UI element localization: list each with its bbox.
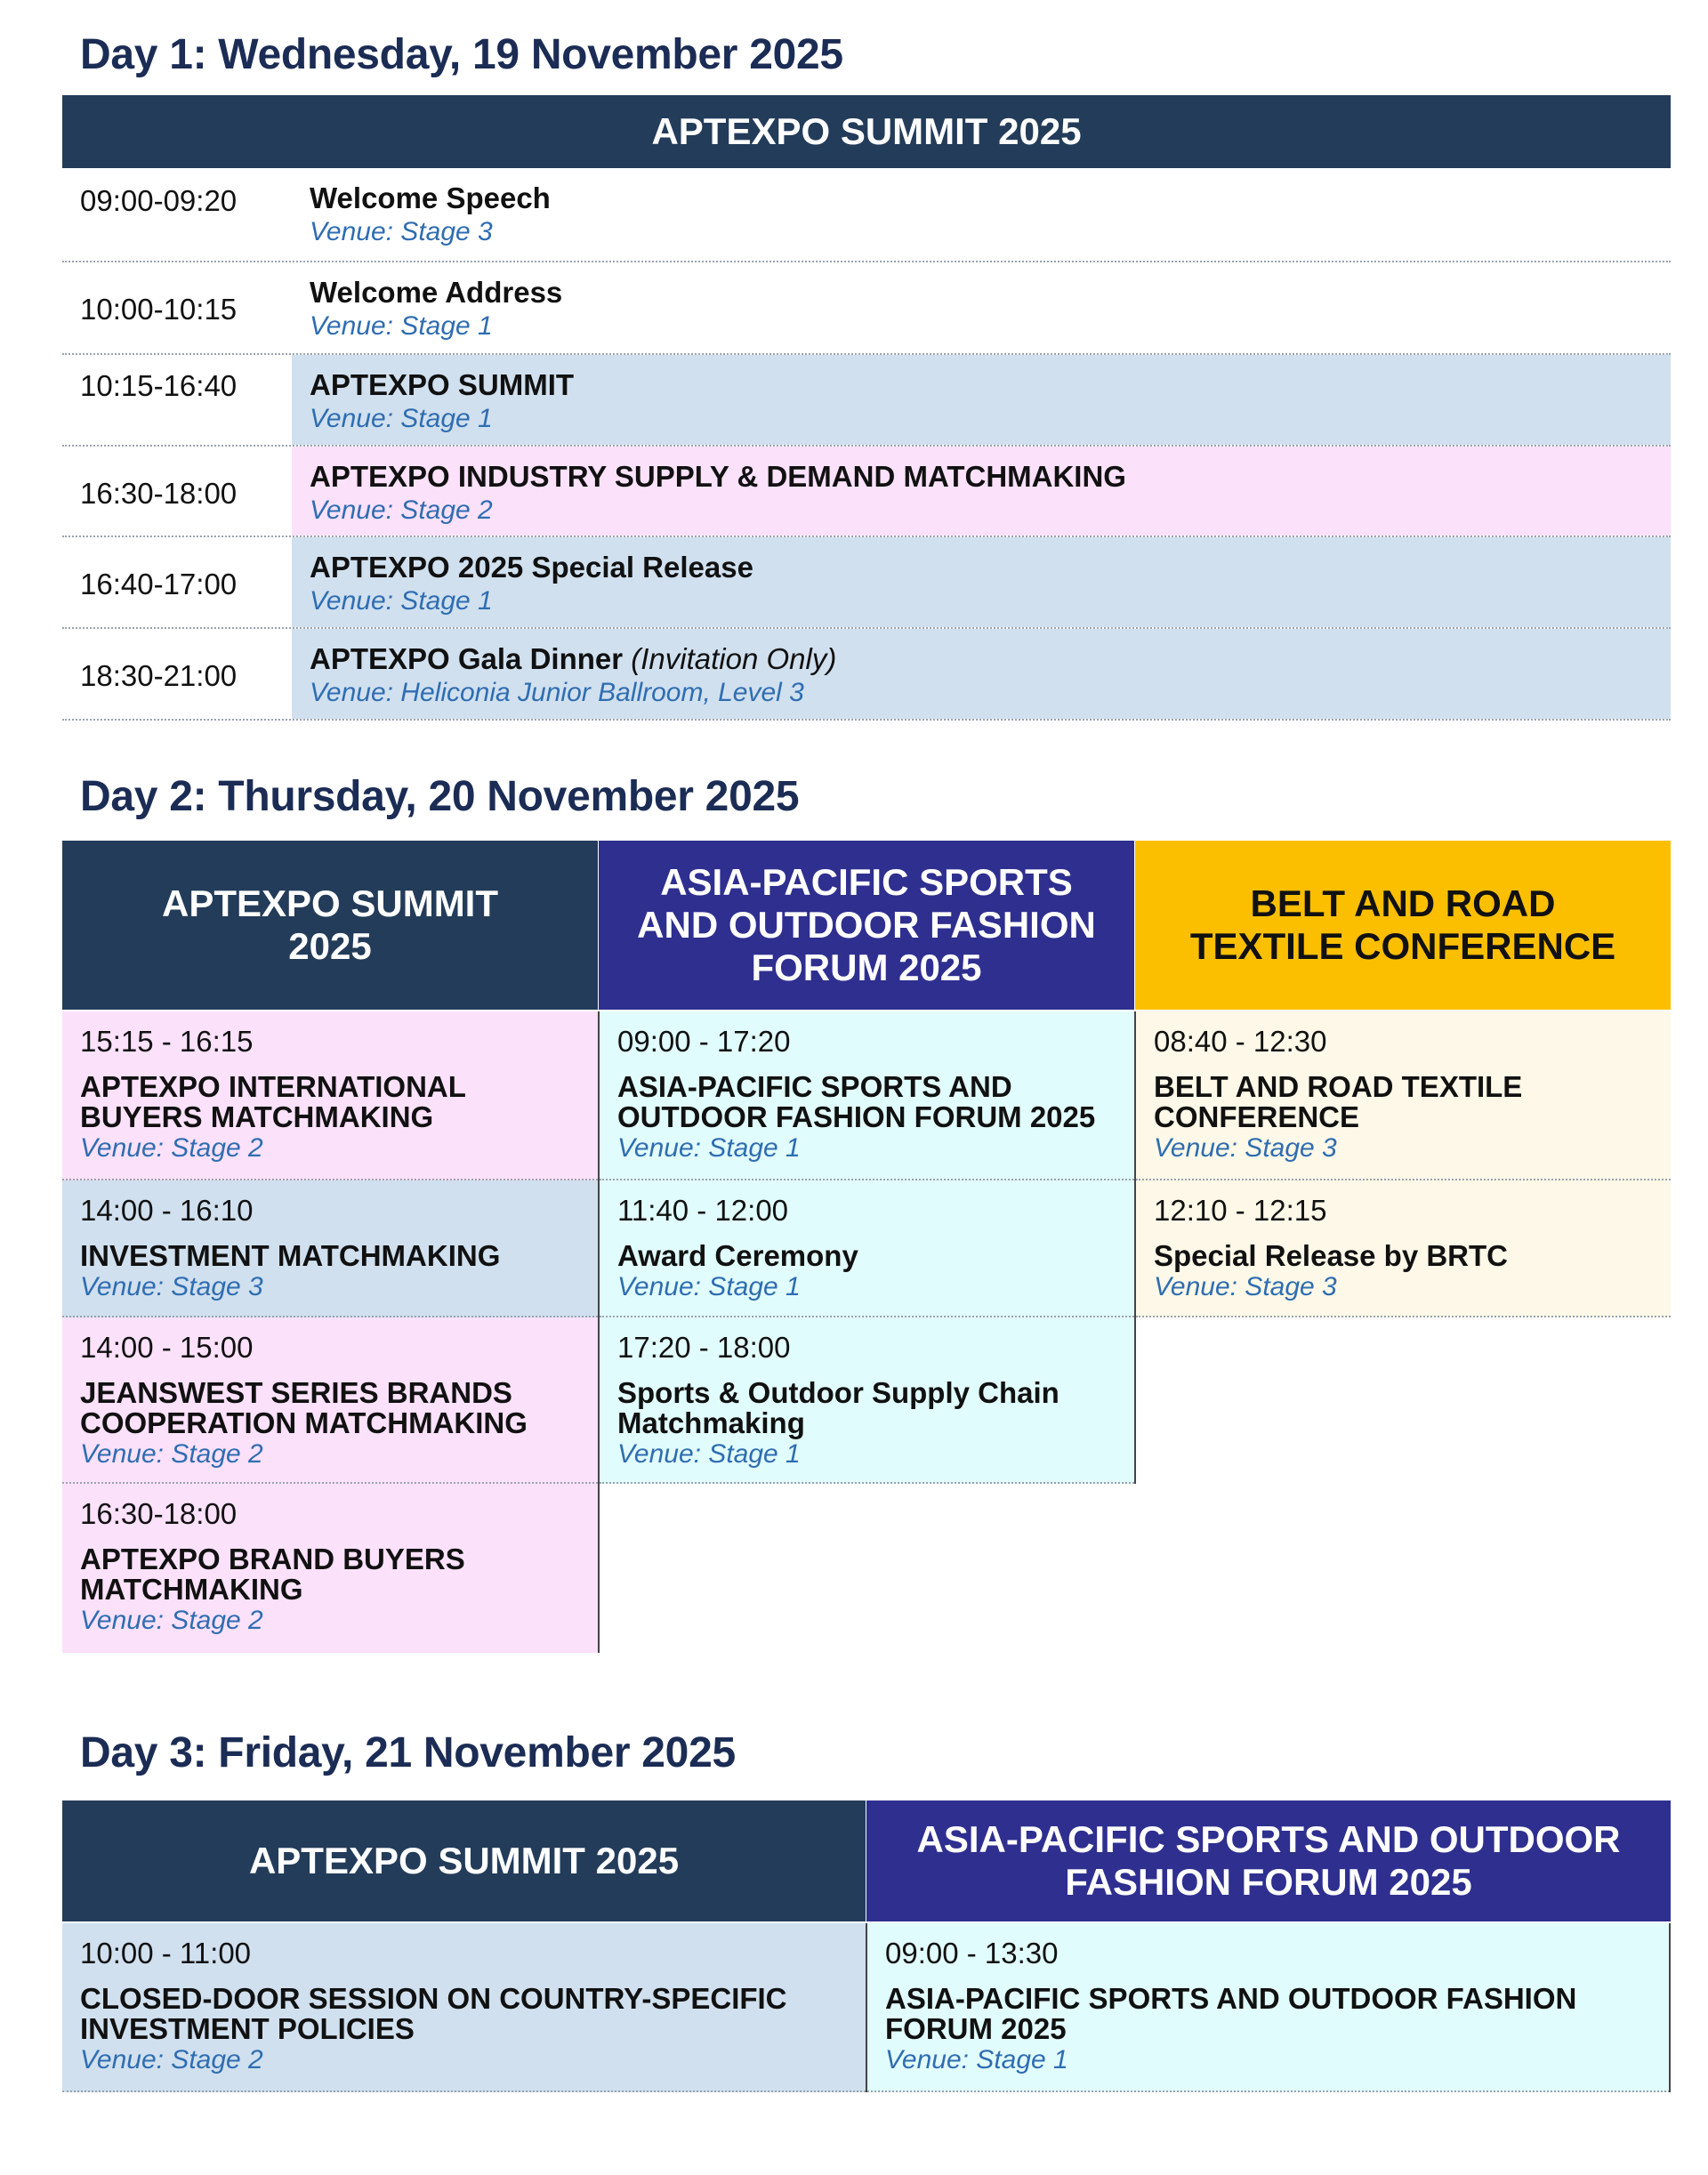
- session-venue: Venue: Stage 2: [80, 1606, 263, 1635]
- session-venue: Venue: Heliconia Junior Ballroom, Level 3: [310, 678, 804, 707]
- session-title-text: APTEXPO Gala Dinner: [310, 642, 624, 675]
- day1-band-header: APTEXPO SUMMIT 2025: [62, 95, 1671, 168]
- session-cell: [292, 629, 1671, 719]
- session-time: 09:00 - 17:20: [617, 1025, 791, 1058]
- session-title: BELT AND ROAD TEXTILE CONFERENCE: [1154, 1070, 1523, 1133]
- session-cell: [292, 262, 1671, 353]
- session-cell: [62, 1317, 598, 1484]
- column-divider: [598, 1011, 600, 1653]
- session-note: (Invitation Only): [631, 642, 837, 675]
- session-venue: Venue: Stage 3: [310, 217, 493, 246]
- session-time: 16:40-17:00: [80, 568, 238, 600]
- column-divider: [866, 1923, 867, 2092]
- session-cell: [292, 447, 1671, 536]
- session-title: Sports & Outdoor Supply Chain Matchmaking: [617, 1376, 1059, 1439]
- session-cell: [62, 1011, 598, 1180]
- session-title: JEANSWEST SERIES BRANDS COOPERATION MATCHMAKING: [80, 1376, 528, 1439]
- session-cell: [292, 168, 1671, 261]
- session-time: 10:00-10:15: [80, 293, 238, 326]
- day1-row: [62, 629, 1671, 721]
- session-time: 15:15 - 16:15: [80, 1025, 254, 1058]
- column-divider: [1669, 1923, 1671, 2092]
- session-cell: [62, 1484, 598, 1653]
- session-venue: Venue: Stage 2: [80, 2045, 263, 2074]
- day2-title: Day 2: Thursday, 20 November 2025: [80, 773, 800, 820]
- session-cell: [867, 1923, 1670, 2092]
- session-cell: [292, 537, 1671, 627]
- session-title: APTEXPO INDUSTRY SUPPLY & DEMAND MATCHMAKING: [310, 460, 1126, 493]
- session-title: Special Release by BRTC: [1154, 1239, 1508, 1272]
- session-title: APTEXPO BRAND BUYERS MATCHMAKING: [80, 1543, 465, 1606]
- column-divider: [1134, 1011, 1136, 1484]
- session-venue: Venue: Stage 1: [617, 1439, 801, 1469]
- session-title: Award Ceremony: [617, 1239, 858, 1272]
- session-venue: Venue: Stage 3: [1154, 1133, 1337, 1163]
- day2-column-header: ASIA-PACIFIC SPORTS AND OUTDOOR FASHION FORUM 2025: [599, 841, 1134, 1010]
- session-title: APTEXPO SUMMIT: [310, 368, 575, 401]
- day3-title: Day 3: Friday, 21 November 2025: [80, 1729, 736, 1776]
- session-cell: [292, 355, 1671, 445]
- session-venue: Venue: Stage 1: [310, 404, 493, 433]
- day2-column-header: BELT AND ROAD TEXTILE CONFERENCE: [1135, 841, 1671, 1010]
- session-time: 08:40 - 12:30: [1154, 1025, 1327, 1058]
- session-time: 10:00 - 11:00: [80, 1937, 252, 1970]
- session-time: 16:30-18:00: [80, 477, 238, 510]
- session-cell: [1136, 1011, 1671, 1180]
- day1-title: Day 1: Wednesday, 19 November 2025: [80, 31, 843, 78]
- session-title: CLOSED-DOOR SESSION ON COUNTRY-SPECIFIC INVESTMENT POLICIES: [80, 1982, 787, 2045]
- session-venue: Venue: Stage 2: [80, 1133, 263, 1163]
- session-title: [310, 641, 1671, 677]
- session-cell: [600, 1011, 1134, 1180]
- session-time: 12:10 - 12:15: [1154, 1194, 1327, 1227]
- session-cell: [62, 1923, 866, 2092]
- session-venue: Venue: Stage 2: [80, 1439, 263, 1469]
- session-time: 17:20 - 18:00: [617, 1331, 791, 1364]
- session-time: 14:00 - 15:00: [80, 1331, 254, 1364]
- session-time: 18:30-21:00: [80, 659, 238, 692]
- session-title: ASIA-PACIFIC SPORTS AND OUTDOOR FASHION FORUM 2025: [617, 1070, 1096, 1133]
- day1-row: [62, 447, 1671, 537]
- session-venue: Venue: Stage 2: [310, 495, 493, 525]
- day2-column-header: APTEXPO SUMMIT 2025: [62, 841, 598, 1010]
- session-time: 11:40 - 12:00: [617, 1194, 789, 1227]
- session-venue: Venue: Stage 3: [80, 1272, 263, 1301]
- session-cell: [1136, 1180, 1671, 1317]
- session-time: 09:00-09:20: [80, 184, 238, 217]
- session-title: Welcome Speech: [310, 181, 551, 214]
- session-cell: [600, 1180, 1134, 1317]
- session-title: Welcome Address: [310, 276, 563, 309]
- session-cell: [62, 1180, 598, 1317]
- day1-row: [62, 168, 1671, 262]
- day1-row: [62, 537, 1671, 629]
- session-title: ASIA-PACIFIC SPORTS AND OUTDOOR FASHION FORUM 2025: [885, 1982, 1577, 2045]
- day1-row: [62, 355, 1671, 447]
- session-time: 10:15-16:40: [80, 369, 238, 402]
- session-venue: Venue: Stage 1: [885, 2045, 1068, 2074]
- session-time: 14:00 - 16:10: [80, 1194, 254, 1227]
- day3-column-header: APTEXPO SUMMIT 2025: [62, 1800, 866, 1921]
- session-venue: Venue: Stage 1: [617, 1272, 801, 1301]
- session-title: INVESTMENT MATCHMAKING: [80, 1239, 501, 1272]
- session-venue: Venue: Stage 1: [310, 586, 493, 616]
- session-venue: Venue: Stage 1: [617, 1133, 801, 1163]
- session-time: 09:00 - 13:30: [885, 1937, 1059, 1970]
- session-title: APTEXPO INTERNATIONAL BUYERS MATCHMAKING: [80, 1070, 466, 1133]
- session-venue: Venue: Stage 1: [310, 311, 493, 341]
- day3-column-header: ASIA-PACIFIC SPORTS AND OUTDOOR FASHION FORUM 2025: [866, 1800, 1671, 1921]
- day1-row: [62, 262, 1671, 355]
- session-cell: [600, 1317, 1134, 1484]
- session-venue: Venue: Stage 3: [1154, 1272, 1337, 1301]
- session-title: APTEXPO 2025 Special Release: [310, 551, 753, 584]
- session-time: 16:30-18:00: [80, 1497, 238, 1530]
